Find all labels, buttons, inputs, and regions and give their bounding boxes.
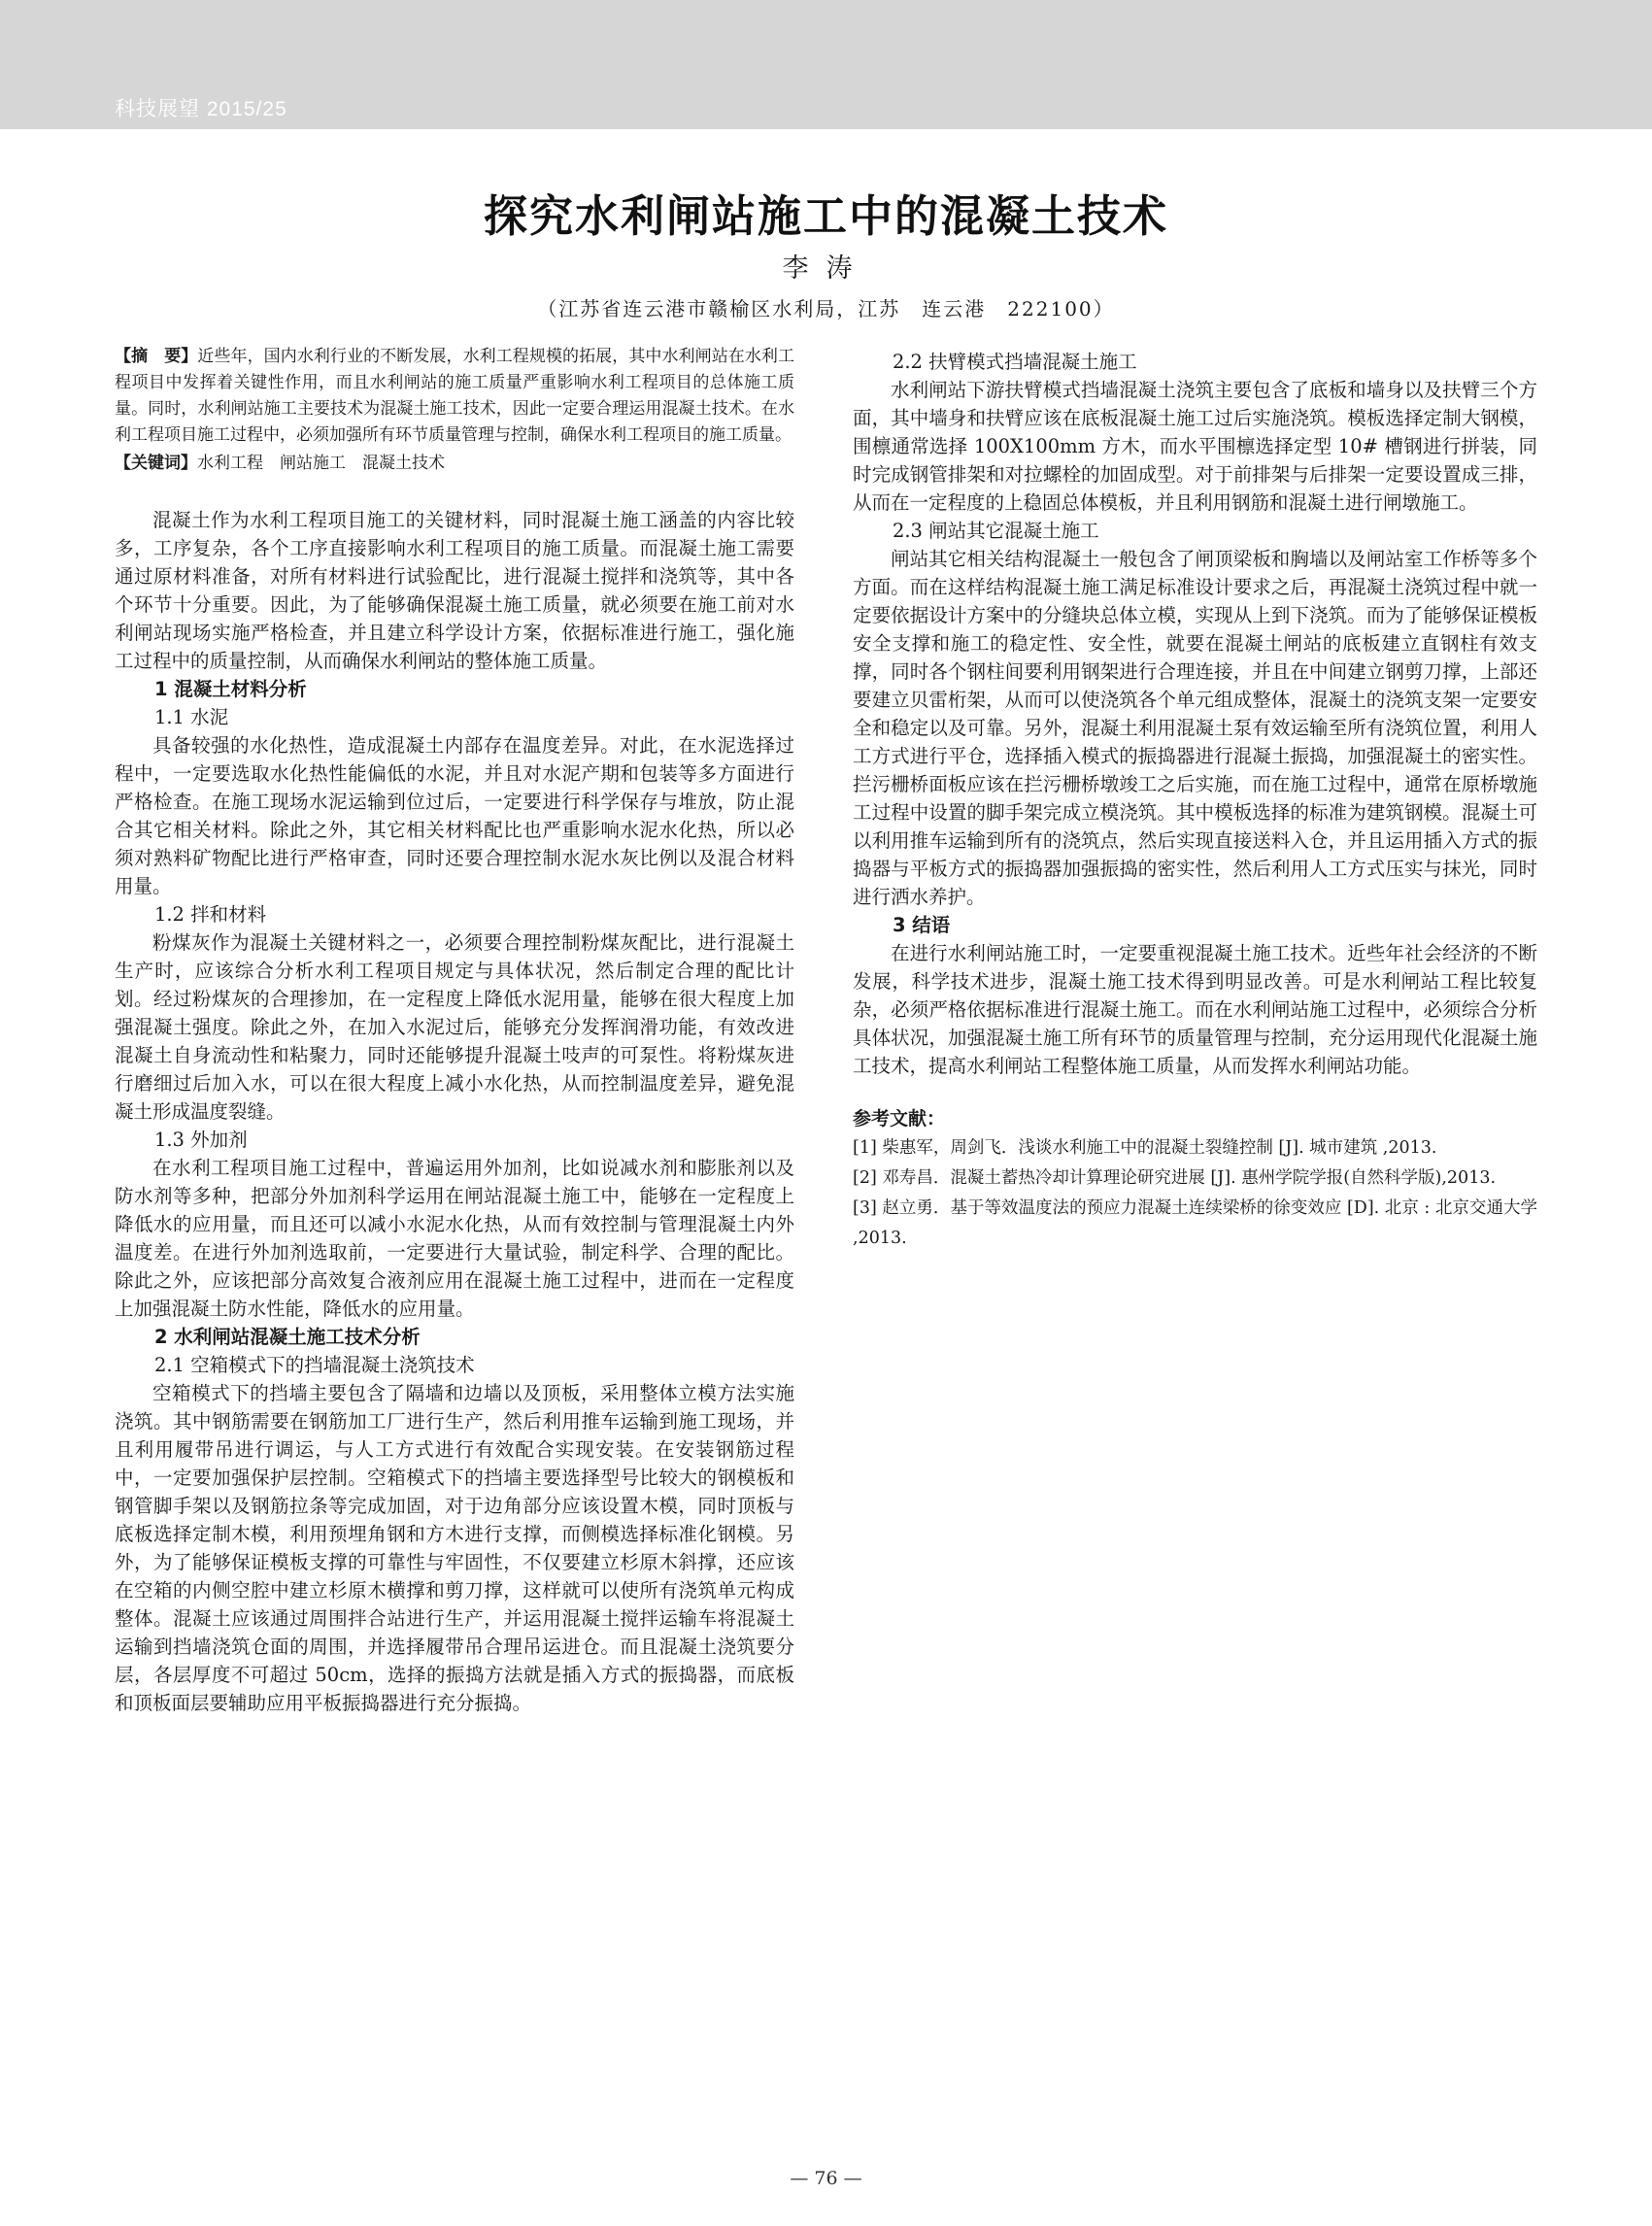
subsection-heading: 2.2 扶臂模式挡墙混凝土施工 xyxy=(892,351,1137,373)
body-paragraph: 具备较强的水化热性，造成混凝土内部存在温度差异。对此，在水泥选择过程中，一定要选取水化热性能偏低的水泥，并且对水泥产期和包装等多方面进行严格检查。在施工现场水泥运输到位过后，一定要进行科学保存与堆放，防止混合其它相关材料。除此之外，其它相关材料配比也严重影响水泥水化热，所以必须对熟料矿物配比进行严格审查，同时还要合理控制水泥水灰比例以及混合材料用量。 xyxy=(115,734,794,897)
keywords-label: 【关键词】 xyxy=(115,454,197,473)
body-paragraph: 空箱模式下的挡墙主要包含了隔墙和边墙以及顶板，采用整体立模方法实施浇筑。其中钢筋需要在钢筋加工厂进行生产，然后利用推车运输到施工现场，并且利用履带吊进行调运，与人工方式进行有效配合实现安装。在安装钢筋过程中，一定要加强保护层控制。空箱模式下的挡墙主要选择型号比较大的钢模板和钢管脚手架以及钢筋拉条等完成加固，对于边角部分应该设置木模，同时顶板与底板选择定制木模，利用预埋角钢和方木进行支撑，而侧模选择标准化钢模。另外，为了能够保证模板支撑的可靠性与牢固性，不仅要建立杉原木斜撑，还应该在空箱的内侧空腔中建立杉原木横撑和剪刀撑，这样就可以使所有浇筑单元构成整体。混凝土应该通过周围拌合站进行生产，并运用混凝土搅拌运输车将混凝土运输到挡墙浇筑仓面的周围，并选择履带吊合理吊运进仓。而且混凝土浇筑要分层，各层厚度不可超过 50cm，选择的振捣方法就是插入方式的振捣器，而底板和顶板面层要辅助应用平板振捣器进行充分振捣。 xyxy=(115,1382,794,1714)
abstract-text: 近些年，国内水利行业的不断发展，水利工程规模的拓展，其中水利闸站在水利工程项目中发挥着关键性作用，而且水利闸站的施工质量严重影响水利工程项目的总体施工质量。同时，水利闸站施工主要技术为混凝土施工技术，因此一定要合理运用混凝土技术。在水利工程项目施工过程中，必须加强所有环节质量管理与控制，确保水利工程项目的施工质量。 xyxy=(115,347,794,445)
keywords xyxy=(115,451,794,477)
section-heading: 1 混凝土材料分析 xyxy=(153,678,307,700)
body-paragraph: 粉煤灰作为混凝土关键材料之一，必须要合理控制粉煤灰配比，进行混凝土生产时，应该综合分析水利工程项目规定与具体状况，然后制定合理的配比计划。经过粉煤灰的合理掺加，在一定程度上降低水泥用量，能够在很大程度上加强混凝土强度。除此之外，在加入水泥过后，能够充分发挥润滑功能，有效改进混凝土自身流动性和粘聚力，同时还能够提升混凝土吱声的可泵性。将粉煤灰进行磨细过后加入水，可以在很大程度上减小水化热，从而控制温度差异，避免混凝土形成温度裂缝。 xyxy=(115,931,794,1123)
subsection-heading: 1.2 拌和材料 xyxy=(153,903,267,926)
reference-item: [2] 邓寿昌．混凝土蓄热冷却计算理论研究进展 [J]. 惠州学院学报(自然科学版),2013. xyxy=(853,1168,1497,1188)
references-title: 参考文献： xyxy=(853,1108,946,1130)
keywords-text: 水利工程 闸站施工 混凝土技术 xyxy=(197,454,445,473)
abstract xyxy=(115,344,794,449)
section-heading: 2 水利闸站混凝土施工技术分析 xyxy=(153,1326,421,1348)
body-paragraph: 在水利工程项目施工过程中，普遍运用外加剂，比如说减水剂和膨胀剂以及防水剂等多种，把部分外加剂科学运用在闸站混凝土施工中，能够在一定程度上降低水的应用量，而且还可以减小水泥水化热，从而有效控制与管理混凝土内外温度差。在进行外加剂选取前，一定要进行大量试验，制定科学、合理的配比。除此之外，应该把部分高效复合液剂应用在混凝土施工过程中，进而在一定程度上加强混凝土防水性能，降低水的应用量。 xyxy=(115,1157,794,1320)
author-name: 李涛 xyxy=(782,253,870,284)
body-paragraph: 水利闸站下游扶臂模式挡墙混凝土浇筑主要包含了底板和墙身以及扶臂三个方面，其中墙身和扶臂应该在底板混凝土施工过后实施浇筑。模板选择定制大钢模，围檩通常选择 100X100mm 方木，而水平围檩选择定型 10# 槽钢进行拼装，同时完成钢管排架和对拉螺栓的加固成型。对于前排架与后排架一定要设置成三排，从而在一定程度的上稳固总体模板，并且利用钢筋和混凝土进行闸墩施工。 xyxy=(853,379,1537,514)
left-column xyxy=(115,344,794,1717)
article-title: 探究水利闸站施工中的混凝土技术 xyxy=(483,190,1168,242)
subsection-heading: 2.1 空箱模式下的挡墙混凝土浇筑技术 xyxy=(153,1354,475,1376)
subsection-heading: 1.1 水泥 xyxy=(153,706,229,728)
reference-item: [1] 柴惠军，周剑飞．浅谈水利施工中的混凝土裂缝控制 [J]. 城市建筑 ,2013. xyxy=(853,1138,1437,1158)
body-paragraph: 闸站其它相关结构混凝土一般包含了闸顶梁板和胸墙以及闸站室工作桥等多个方面。而在这样结构混凝土施工满足标准设计要求之后，再混凝土浇筑过程中就一定要依据设计方案中的分缝块总体立模，实现从上到下浇筑。而为了能够保证模板安全支撑和施工的稳定性、安全性，就要在混凝土闸站的底板建立直钢柱有效支撑，同时各个钢柱间要利用钢架进行合理连接，并且在中间建立钢剪刀撑，上部还要建立贝雷桁架，从而可以使浇筑各个单元组成整体，混凝土的浇筑支架一定要安全和稳定以及可靠。另外，混凝土利用混凝土泵有效运输至所有浇筑位置，利用人工方式进行平仓，选择插入模式的振捣器进行混凝土振捣，加强混凝土的密实性。拦污栅桥面板应该在拦污栅桥墩竣工之后实施，而在施工过程中，通常在原桥墩施工过程中设置的脚手架完成立模浇筑。其中模板选择的标准为建筑钢模。混凝土可以利用推车运输到所有的浇筑点，然后实现直接送料入仓，并且运用插入方式的振捣器与平板方式的振捣器加强振捣的密实性，然后利用人工方式压实与抹光，同时进行洒水养护。 xyxy=(853,548,1537,908)
section-heading: 3 结语 xyxy=(892,914,951,936)
reference-item: [3] 赵立勇．基于等效温度法的预应力混凝土连续梁桥的徐变效应 [D]. 北京 : 北京交通大学 ,2013. xyxy=(853,1198,1537,1248)
subsection-heading: 2.3 闸站其它混凝土施工 xyxy=(892,520,1099,542)
subsection-heading: 1.3 外加剂 xyxy=(153,1129,248,1151)
journal-label: 科技展望 2015/25 xyxy=(115,98,287,120)
right-column xyxy=(853,348,1537,1254)
page-number: — 76 — xyxy=(790,2168,862,2189)
author-affiliation: （江苏省连云港市赣榆区水利局，江苏 连云港 222100） xyxy=(537,297,1115,320)
body-paragraph: 在进行水利闸站施工时，一定要重视混凝土施工技术。近些年社会经济的不断发展，科学技术进步，混凝土施工技术得到明显改善。可是水利闸站工程比较复杂，必须严格依据标准进行混凝土施工。而在水利闸站施工过程中，必须综合分析具体状况，加强混凝土施工所有环节的质量管理与控制，充分运用现代化混凝土施工技术，提高水利闸站工程整体施工质量，从而发挥水利闸站功能。 xyxy=(853,942,1537,1077)
abstract-label: 【摘 要】 xyxy=(115,347,198,366)
intro-paragraph: 混凝土作为水利工程项目施工的关键材料，同时混凝土施工涵盖的内容比较多，工序复杂，各个工序直接影响水利工程项目的施工质量。而混凝土施工需要通过原材料准备，对所有材料进行试验配比，进行混凝土搅拌和浇筑等，其中各个环节十分重要。因此，为了能够确保混凝土施工质量，就必须要在施工前对水利闸站现场实施严格检查，并且建立科学设计方案，依据标准进行施工，强化施工过程中的质量控制，从而确保水利闸站的整体施工质量。 xyxy=(115,509,794,672)
